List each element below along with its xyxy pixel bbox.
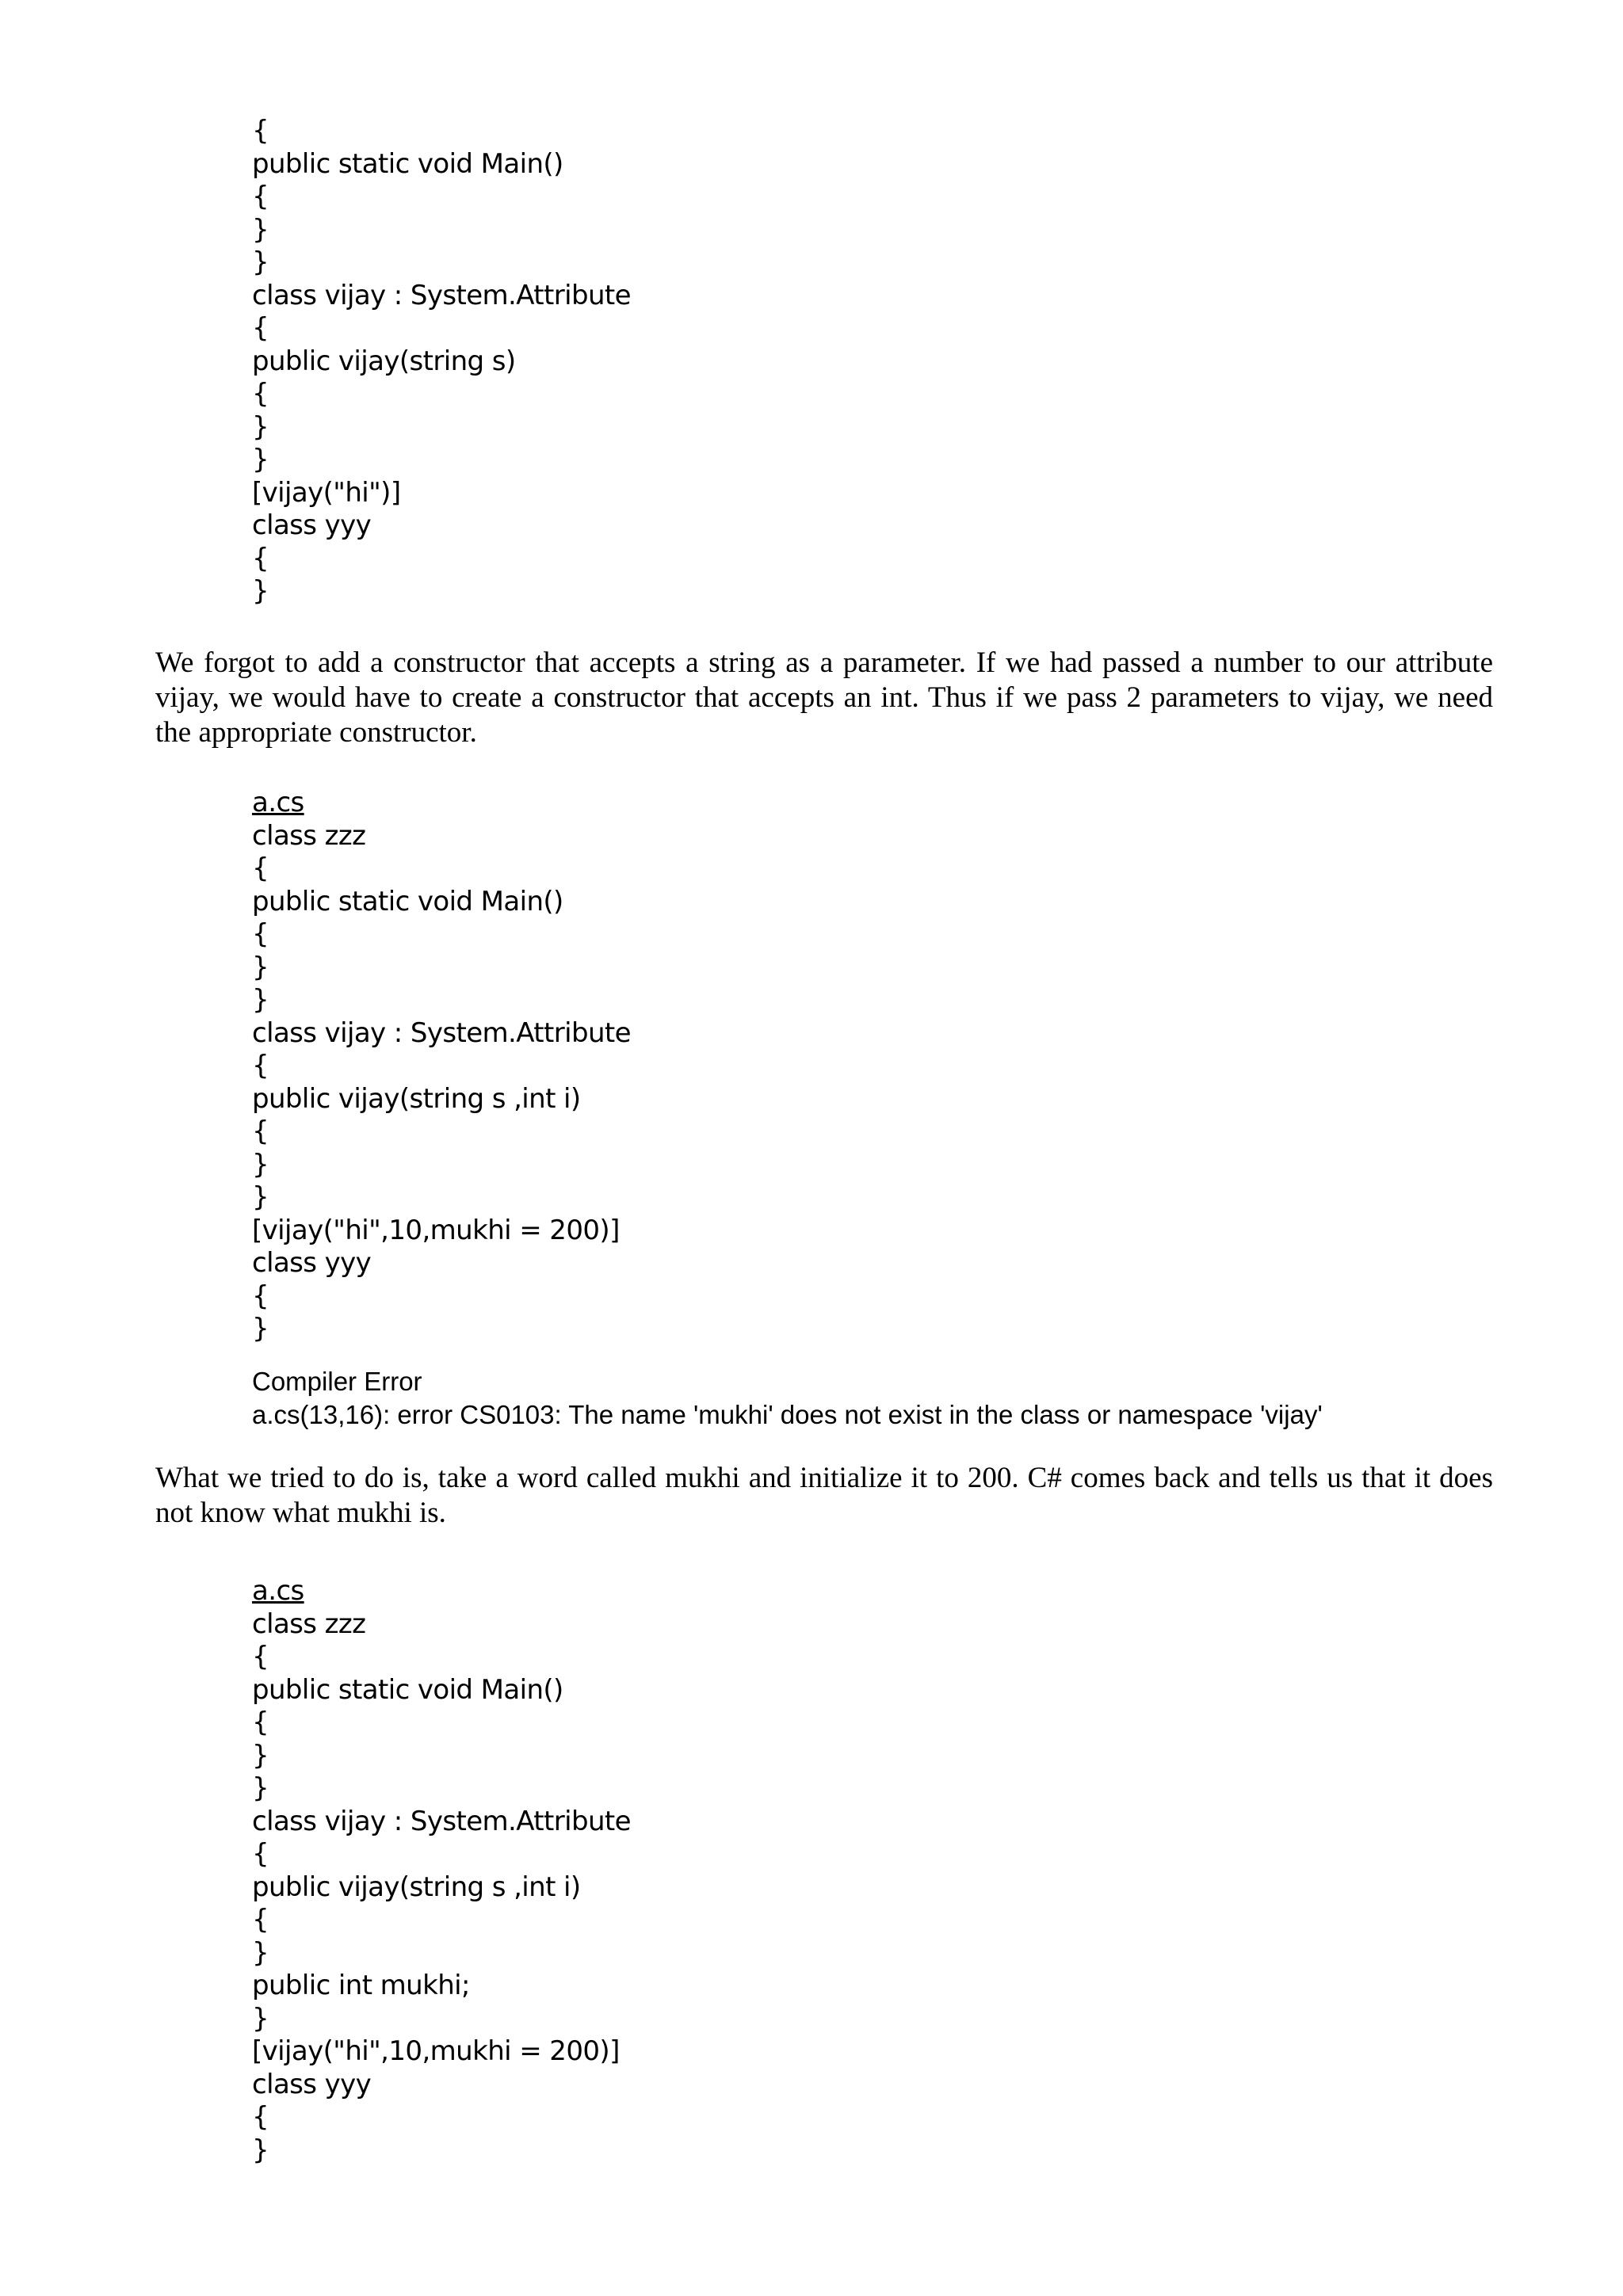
compiler-error [252,1365,1323,1432]
code-line: } [252,246,269,278]
code-line: class vijay : System.Attribute [252,279,631,311]
code-line: { [252,852,269,884]
code-line: } [252,1936,269,1969]
code-line: { [252,312,269,344]
code-line: class zzz [252,1608,366,1640]
code-line: { [252,1641,269,1672]
code-line: } [252,1772,269,1804]
code-line: class vijay : System.Attribute [252,1805,631,1837]
compiler-error-heading: Compiler Error [252,1367,422,1396]
code-line: } [252,2002,269,2035]
code-line: } [252,951,269,983]
code-line: [vijay("hi",10,mukhi = 200)] [252,2035,620,2067]
code-line: } [252,410,269,443]
code-line: { [252,1050,269,1081]
code-block-3 [252,1575,631,2167]
code-line: } [252,1181,269,1213]
code-line: } [252,444,269,475]
code-line: public static void Main() [252,1673,563,1706]
code-line: { [252,1116,269,1147]
compiler-error-message: a.cs(13,16): error CS0103: The name 'mukhi' does not exist in the class or namespace 'vijay' [252,1400,1323,1429]
code-line: { [252,1280,269,1312]
code-line: } [252,575,269,607]
code-line: { [252,181,269,212]
code-line: { [252,115,269,147]
code-line: class yyy [252,2068,372,2100]
code-line: class yyy [252,1247,372,1279]
code-line: public vijay(string s) [252,345,516,377]
code-line: class yyy [252,509,372,541]
paragraph-2: What we tried to do is, take a word called mukhi and initialize it to 200. C# comes back and tells us that it does not know what mukhi is. [155,1462,1493,1529]
code-line: { [252,1904,269,1936]
code-line: } [252,984,269,1016]
code-line: class vijay : System.Attribute [252,1016,631,1049]
code-line: } [252,1148,269,1180]
code-line: class zzz [252,819,366,852]
code-line: [vijay("hi")] [252,476,401,509]
paragraph-1: We forgot to add a constructor that accepts a string as a parameter. If we had passed a number to our attribute vijay, we would have to create a constructor that accepts an int. Thus if we pass 2 parameters to vijay, we need the appropriate constructor. [155,646,1493,749]
code-line: { [252,378,269,410]
code-line: public vijay(string s ,int i) [252,1082,581,1115]
code-block-1 [252,115,631,608]
code-line: } [252,213,269,246]
code-line: } [252,1313,269,1344]
code-line: } [252,2134,269,2166]
code-line: { [252,918,269,950]
code-line: [vijay("hi",10,mukhi = 200)] [252,1214,620,1246]
code-line: { [252,1707,269,1738]
code-block-2 [252,787,631,1346]
code-line: public int mukhi; [252,1970,470,2001]
code-line: { [252,542,269,574]
code-line: } [252,1739,269,1772]
filename-label: a.cs [252,1575,304,1607]
code-line: public static void Main() [252,147,563,180]
filename-label: a.cs [252,787,304,818]
code-line: { [252,2101,269,2133]
code-line: public vijay(string s ,int i) [252,1871,581,1903]
code-line: { [252,1838,269,1870]
code-line: public static void Main() [252,885,563,917]
